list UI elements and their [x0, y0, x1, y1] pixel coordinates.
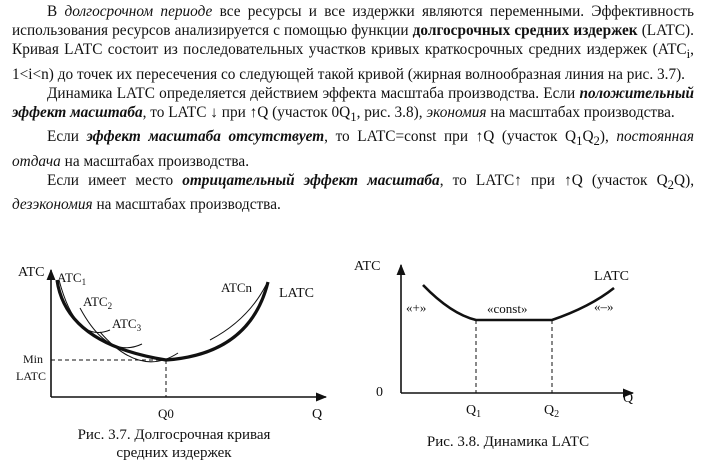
term-constant-returns: постоянная отдача [12, 128, 695, 170]
subscript: 2 [667, 177, 675, 192]
q2-label: $Q_2$ [544, 403, 560, 420]
text-run: Q), [674, 171, 695, 189]
text-run: , то LATC ↓ при ↑Q (участок 0Q [142, 104, 351, 122]
text-block [12, 2, 694, 214]
paragraph-3 [12, 127, 694, 170]
term-negative-scale-effect: отрицательный эффект масштаба [182, 171, 440, 189]
fig2-x-axis-label: Q [623, 391, 634, 406]
text-run: на масштабах производства. [486, 104, 675, 122]
text-run: Динамика LATC определяется действием эффекта масштаба производства. Если [47, 84, 580, 102]
term-no-scale-effect: эффект масштаба отсутствует [86, 128, 325, 146]
text-run: на масштабах производства. [92, 196, 281, 214]
fig2-latc-label: LATC [594, 269, 629, 284]
text-run: на масштабах производства. [60, 152, 250, 170]
paragraph-2 [12, 84, 694, 127]
q1-label: $Q_1$ [466, 403, 482, 420]
text-run: Q [582, 128, 594, 146]
paragraph-1 [12, 2, 694, 84]
text-run: , то LATC↑ при ↑Q (участок Q [439, 171, 668, 189]
text-run: ), [599, 128, 617, 146]
plus-segment-label: «+» [406, 300, 427, 315]
atc1-label: $ATC_1$ [57, 270, 87, 287]
term-diseconomy: дезэкономия [12, 196, 93, 214]
subscript: 1 [350, 110, 357, 125]
text-run: (LATC). Кривая LATC состоит из последовательных участков кривых краткосрочных средних издержек (ATC [12, 22, 694, 59]
figure-3-7-caption [24, 426, 324, 462]
text-run: В [47, 3, 65, 20]
min-latc-label-line1: Min [23, 352, 44, 366]
subscript: i [686, 47, 691, 62]
min-latc-label-line2: LATC [16, 369, 46, 383]
fig2-y-axis-label: ATC [354, 259, 381, 274]
minus-segment-label: «–» [594, 299, 614, 314]
atcn-label: ATCn [221, 280, 253, 295]
term-long-run-period: долгосрочном периоде [64, 3, 213, 20]
atc3-label: $ATC_3$ [112, 316, 142, 333]
figure-3-8-caption: Рис. 3.8. Динамика LATC [426, 434, 590, 450]
text-run: Если имеет место [47, 171, 183, 189]
figures-area [0, 252, 701, 466]
term-economy: экономия [426, 104, 487, 122]
fig1-x-axis-label: Q [312, 407, 323, 422]
text-run: , 1<i<n) до точек их пересечения со следующей такой кривой (жирная волнообразная линия на рис. 3.7). [12, 41, 694, 83]
figure-3-8 [354, 259, 633, 420]
subscript: 2 [593, 134, 600, 149]
figure-3-7 [16, 265, 326, 422]
term-positive-scale-effect: положительный эффект масштаба [12, 84, 694, 122]
subscript: 1 [576, 134, 583, 149]
atc3-curve [100, 332, 178, 362]
term-latc: долгосрочных средних издержек [412, 22, 638, 40]
text-run: Если [47, 128, 87, 146]
atc2-label: $ATC_2$ [83, 294, 113, 311]
const-segment-label: «const» [487, 301, 528, 316]
paragraph-4 [12, 171, 694, 214]
text-run: , рис. 3.8), [356, 104, 427, 122]
text-run: , то LATC=const при ↑Q (участок Q [324, 128, 577, 146]
fig1-y-axis-label: ATC [18, 265, 45, 280]
text-run: все ресурсы и все издержки являются переменными. Эффективность использования ресурсов анализируется с помощью функции [12, 3, 694, 40]
figure-3-7-caption-line-2: средних издержек [116, 445, 232, 461]
fig1-latc-label: LATC [279, 286, 314, 301]
q0-label: Q0 [158, 406, 174, 421]
figure-3-7-caption-line-1: Рис. 3.7. Долгосрочная кривая [77, 427, 271, 443]
fig2-origin-label: 0 [376, 385, 383, 400]
